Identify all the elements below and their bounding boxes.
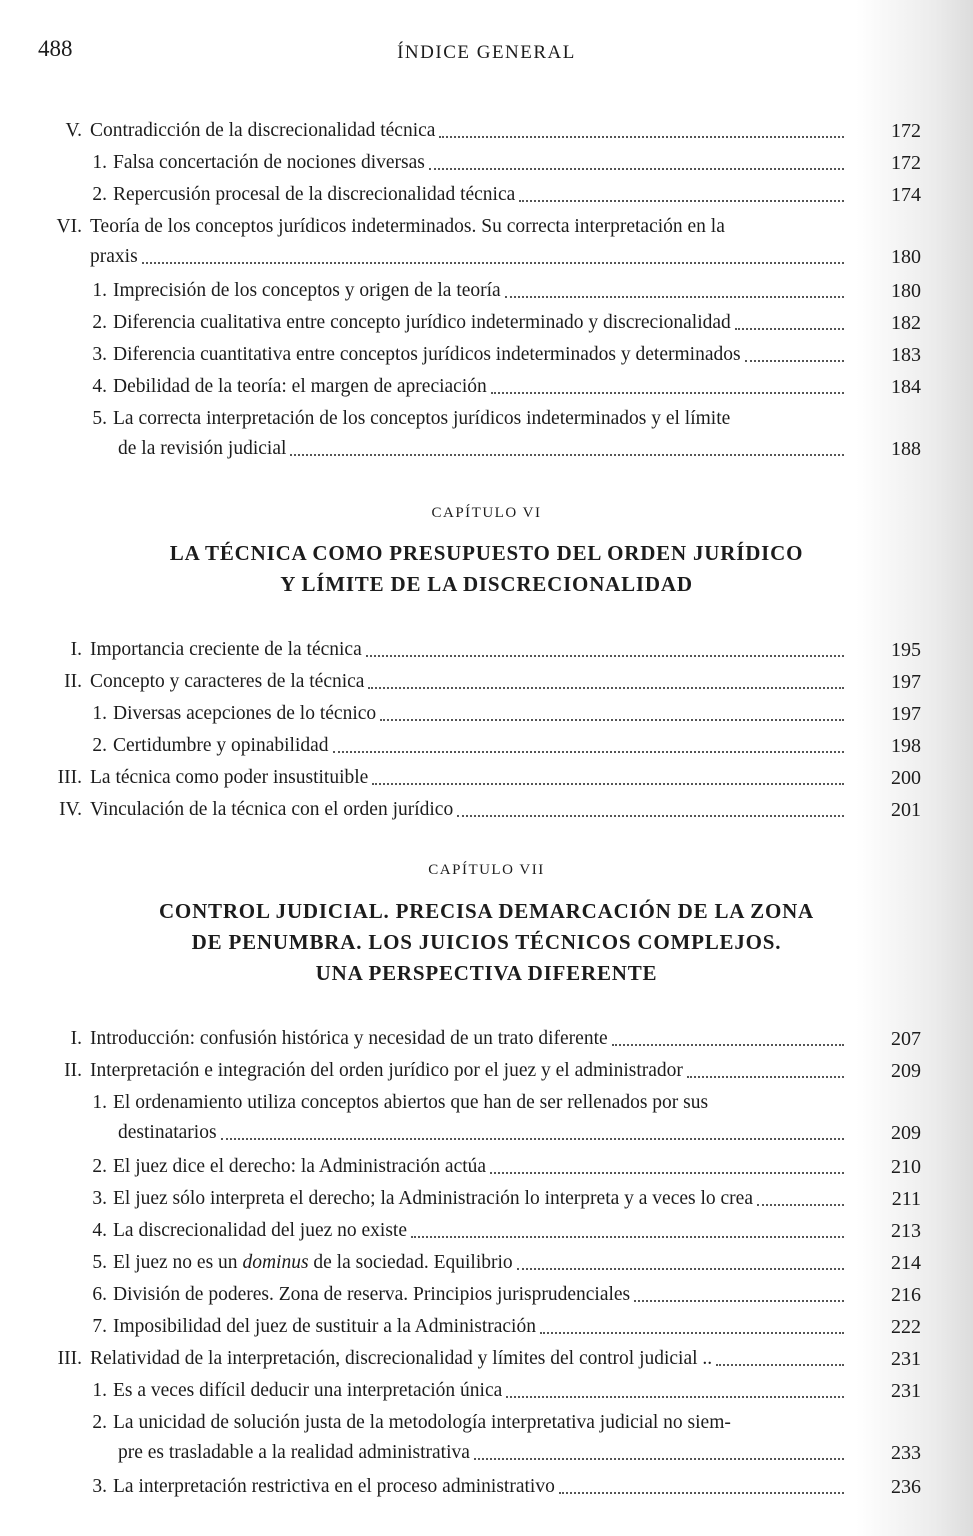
- toc-entry-number: 7.: [92, 1316, 107, 1337]
- chapter-7-title-line: DE PENUMBRA. LOS JUICIOS TÉCNICOS COMPLEJOS.: [191, 930, 782, 954]
- toc-entry-title: Diversas acepciones de lo técnico: [113, 703, 377, 724]
- toc-entry-number: 6.: [92, 1284, 107, 1305]
- toc-entry-title: La discrecionalidad del juez no existe: [113, 1220, 408, 1241]
- toc-entry[interactable]: [0, 340, 973, 370]
- toc-entry[interactable]: [0, 763, 973, 793]
- dot-leader: [429, 168, 844, 170]
- toc-entry-title: [113, 1248, 513, 1278]
- toc-entry-title: Imposibilidad del juez de sustituir a la Administración: [113, 1316, 536, 1337]
- toc-entry-number: 3.: [92, 1188, 107, 1209]
- dot-leader: [290, 454, 844, 456]
- toc-page-number: 233: [891, 1442, 921, 1464]
- toc-entry-number: 2.: [92, 184, 107, 205]
- toc-entry-title: Importancia creciente de la técnica: [90, 639, 362, 660]
- toc-entry[interactable]: [0, 795, 973, 825]
- dot-leader: [457, 815, 844, 817]
- toc-entry-title-continuation: de la revisión judicial: [118, 438, 287, 459]
- toc-entry-title: Contradicción de la discrecionalidad técnica: [90, 120, 436, 141]
- toc-entry[interactable]: [0, 1472, 973, 1502]
- dot-leader: [687, 1076, 844, 1078]
- toc-entry-number: 3.: [92, 344, 107, 365]
- dot-leader: [540, 1332, 844, 1334]
- dot-leader: [491, 392, 844, 394]
- toc-entry-title: El ordenamiento utiliza conceptos abiertos que han de ser rellenados por sus: [113, 1092, 709, 1113]
- chapter-6-title-line: LA TÉCNICA COMO PRESUPUESTO DEL ORDEN JURÍDICO: [169, 541, 804, 565]
- chapter-7-title-line: UNA PERSPECTIVA DIFERENTE: [315, 961, 658, 985]
- toc-entry-title-continuation: pre es trasladable a la realidad administrativa: [118, 1442, 470, 1463]
- dot-leader: [757, 1204, 844, 1206]
- toc-entry-title: División de poderes. Zona de reserva. Principios jurisprudenciales: [113, 1284, 631, 1305]
- toc-entry-title: Debilidad de la teoría: el margen de apreciación: [113, 376, 487, 397]
- toc-entry[interactable]: [0, 1248, 973, 1278]
- toc-page-number: 231: [891, 1348, 921, 1370]
- toc-entry-number: 2.: [92, 735, 107, 756]
- toc-entry[interactable]: [0, 180, 973, 210]
- toc-entry-number: V.: [65, 120, 82, 141]
- toc-entry-title: Diferencia cualitativa entre concepto jurídico indeterminado y discrecionalidad: [113, 312, 731, 333]
- toc-entry-title-part: de la sociedad. Equilibrio: [308, 1252, 513, 1273]
- toc-entry[interactable]: [0, 1344, 973, 1374]
- toc-entry-title: Falsa concertación de nociones diversas: [113, 152, 425, 173]
- toc-entry-title: Es a veces difícil deducir una interpretación única: [113, 1380, 503, 1401]
- toc-entry[interactable]: [0, 116, 973, 146]
- toc-entry-number: III.: [57, 1348, 82, 1369]
- toc-entry-title: Introducción: confusión histórica y necesidad de un trato diferente: [90, 1028, 608, 1049]
- toc-entry-number: II.: [64, 671, 82, 692]
- toc-entry[interactable]: [0, 1184, 973, 1214]
- toc-page-number: 197: [891, 703, 921, 725]
- toc-entry[interactable]: [0, 212, 973, 272]
- chapter-6-title-line: Y LÍMITE DE LA DISCRECIONALIDAD: [280, 572, 693, 596]
- toc-entry[interactable]: [0, 1088, 973, 1148]
- toc-entry-number: 2.: [92, 1412, 107, 1433]
- toc-page-number: 174: [891, 184, 921, 206]
- toc-entry-title: La correcta interpretación de los conceptos jurídicos indeterminados y el límite: [113, 408, 731, 429]
- toc-page-number: 209: [891, 1122, 921, 1144]
- toc-entry[interactable]: [0, 1152, 973, 1182]
- toc-entry-title: La técnica como poder insustituible: [90, 767, 369, 788]
- toc-entry-number: 2.: [92, 312, 107, 333]
- dot-leader: [411, 1236, 844, 1238]
- toc-entry-number: I.: [70, 1028, 82, 1049]
- toc-entry[interactable]: [0, 1408, 973, 1468]
- dot-leader: [474, 1458, 844, 1460]
- toc-entry-number: 4.: [92, 376, 107, 397]
- dot-leader: [716, 1364, 844, 1366]
- toc-entry-title: Interpretación e integración del orden jurídico por el juez y el administrador: [90, 1060, 683, 1081]
- toc-entry-title-emphasis: dominus: [242, 1252, 309, 1273]
- toc-page-number: 195: [891, 639, 921, 661]
- toc-entry-number: 4.: [92, 1220, 107, 1241]
- toc-entry-title: Diferencia cuantitativa entre conceptos jurídicos indeterminados y determinados: [113, 344, 741, 365]
- toc-entry-number: I.: [70, 639, 82, 660]
- toc-page-number: 184: [891, 376, 921, 398]
- toc-entry[interactable]: [0, 1312, 973, 1342]
- toc-entry[interactable]: [0, 1280, 973, 1310]
- toc-entry[interactable]: [0, 308, 973, 338]
- dot-leader: [372, 783, 844, 785]
- toc-entry-number: 5.: [92, 1252, 107, 1273]
- toc-entry-number: 3.: [92, 1476, 107, 1497]
- toc-entry[interactable]: [0, 699, 973, 729]
- toc-entry-title-part: El juez no es un: [113, 1252, 243, 1273]
- toc-entry-title-continuation: destinatarios: [118, 1122, 217, 1143]
- toc-entry[interactable]: [0, 1376, 973, 1406]
- toc-entry-title: Teoría de los conceptos jurídicos indeterminados. Su correcta interpretación en la: [90, 216, 725, 237]
- running-title: ÍNDICE GENERAL: [397, 42, 576, 63]
- toc-page-number: 201: [891, 799, 921, 821]
- toc-page-number: 210: [891, 1156, 921, 1178]
- toc-page-number: 197: [891, 671, 921, 693]
- toc-entry-title: El juez sólo interpreta el derecho; la Administración lo interpreta y a veces lo crea: [113, 1188, 753, 1209]
- toc-page-number: 236: [891, 1476, 921, 1498]
- toc-page-number: 180: [891, 246, 921, 268]
- page-number: 488: [38, 36, 73, 61]
- dot-leader: [505, 296, 844, 298]
- toc-entry-title: La unicidad de solución justa de la metodología interpretativa judicial no siem-: [113, 1412, 731, 1433]
- chapter-7-title-line: CONTROL JUDICIAL. PRECISA DEMARCACIÓN DE LA ZONA: [158, 899, 815, 923]
- toc-page-number: 213: [891, 1220, 921, 1242]
- toc-entry-title: El juez dice el derecho: la Administración actúa: [113, 1156, 487, 1177]
- toc-page-number: 183: [891, 344, 921, 366]
- toc-page-number: 207: [891, 1028, 921, 1050]
- toc-page-number: 209: [891, 1060, 921, 1082]
- toc-entry-title: Repercusión procesal de la discrecionalidad técnica: [113, 184, 516, 205]
- dot-leader: [368, 687, 844, 689]
- toc-page-number: 222: [891, 1316, 921, 1338]
- chapter-6-title: [0, 538, 973, 600]
- toc-entry-title: Certidumbre y opinabilidad: [113, 735, 329, 756]
- toc-entry[interactable]: [0, 372, 973, 402]
- toc-page-number: 172: [891, 152, 921, 174]
- dot-leader: [439, 136, 844, 138]
- dot-leader: [612, 1044, 844, 1046]
- toc-entry-number: 1.: [92, 280, 107, 301]
- dot-leader: [559, 1492, 844, 1494]
- toc-entry-title: Vinculación de la técnica con el orden jurídico: [90, 799, 454, 820]
- dot-leader: [517, 1268, 844, 1270]
- toc-entry-number: 1.: [92, 1092, 107, 1113]
- toc-entry[interactable]: [0, 1056, 973, 1086]
- toc-entry-title-continuation: praxis: [90, 246, 138, 267]
- toc-entry[interactable]: [0, 667, 973, 697]
- chapter-6-label: CAPÍTULO VI: [431, 505, 542, 521]
- toc-page-number: 182: [891, 312, 921, 334]
- toc-page-number: 198: [891, 735, 921, 757]
- dot-leader: [634, 1300, 844, 1302]
- toc-entry-number: 2.: [92, 1156, 107, 1177]
- toc-entry[interactable]: [0, 731, 973, 761]
- toc-page-number: 172: [891, 120, 921, 142]
- toc-page-number: 216: [891, 1284, 921, 1306]
- chapter-7-label: CAPÍTULO VII: [428, 862, 545, 878]
- page-header: [0, 36, 973, 66]
- toc-entry-title: Imprecisión de los conceptos y origen de la teoría: [113, 280, 501, 301]
- toc-entry-number: 1.: [92, 703, 107, 724]
- dot-leader: [333, 751, 844, 753]
- toc-page-number: 214: [891, 1252, 921, 1274]
- toc-entry-title: Concepto y caracteres de la técnica: [90, 671, 365, 692]
- toc-entry-number: II.: [64, 1060, 82, 1081]
- toc-entry-number: 5.: [92, 408, 107, 429]
- toc-entry-title: Relatividad de la interpretación, discrecionalidad y límites del control judicial ..: [90, 1348, 713, 1369]
- toc-entry[interactable]: [0, 1024, 973, 1054]
- dot-leader: [221, 1138, 844, 1140]
- toc-page-number: 231: [891, 1380, 921, 1402]
- toc-entry[interactable]: [0, 635, 973, 665]
- toc-entry[interactable]: [0, 148, 973, 178]
- dot-leader: [519, 200, 844, 202]
- toc-page-number: 211: [891, 1188, 921, 1210]
- toc-entry-number: III.: [57, 767, 82, 788]
- toc-entry[interactable]: [0, 276, 973, 306]
- dot-leader: [735, 328, 844, 330]
- toc-entry-number: 1.: [92, 1380, 107, 1401]
- dot-leader: [366, 655, 844, 657]
- toc-entry[interactable]: [0, 404, 973, 464]
- toc-entry-number: 1.: [92, 152, 107, 173]
- dot-leader: [490, 1172, 844, 1174]
- toc-page-number: 200: [891, 767, 921, 789]
- toc-page-number: 180: [891, 280, 921, 302]
- toc-entry[interactable]: [0, 1216, 973, 1246]
- dot-leader: [380, 719, 844, 721]
- dot-leader: [745, 360, 844, 362]
- chapter-7-title: [0, 896, 973, 989]
- toc-entry-number: IV.: [59, 799, 82, 820]
- toc-entry-title: La interpretación restrictiva en el proceso administrativo: [113, 1476, 555, 1497]
- toc-page-number: 188: [891, 438, 921, 460]
- toc-entry-number: VI.: [56, 216, 82, 237]
- dot-leader: [142, 262, 844, 264]
- dot-leader: [506, 1396, 844, 1398]
